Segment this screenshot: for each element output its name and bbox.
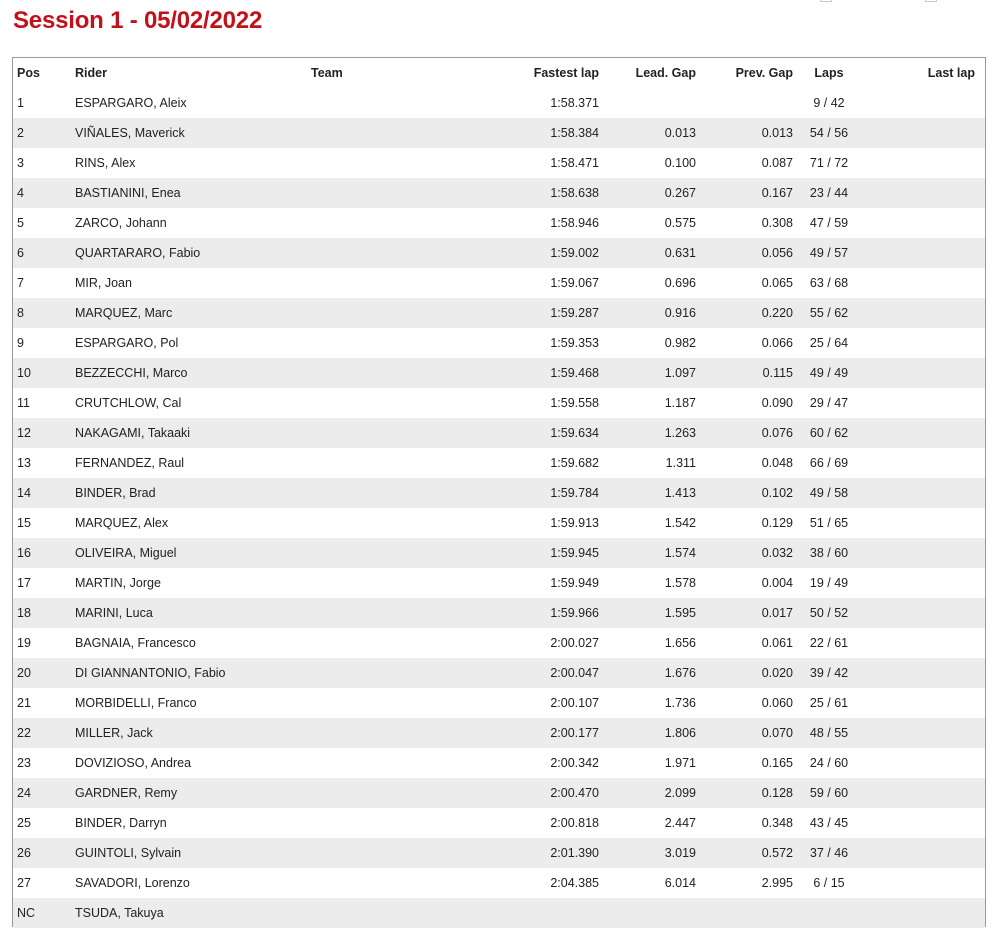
table-row xyxy=(13,178,985,208)
cell-rider: MARQUEZ, Marc xyxy=(75,306,173,320)
cell-pos: 13 xyxy=(17,456,31,470)
cell-rider: MILLER, Jack xyxy=(75,726,153,740)
cell-fastest-lap: 2:00.818 xyxy=(550,816,599,830)
cell-lead-gap: 0.982 xyxy=(664,336,696,350)
cell-fastest-lap: 1:59.468 xyxy=(550,366,599,380)
cell-laps: 22 / 61 xyxy=(809,636,849,650)
table-row xyxy=(13,148,985,178)
cell-prev-gap: 0.220 xyxy=(761,306,793,320)
cell-pos: NC xyxy=(17,906,36,920)
cell-prev-gap: 0.128 xyxy=(761,786,793,800)
cell-pos: 1 xyxy=(17,96,24,110)
column-header-team: Team xyxy=(311,66,343,80)
cell-laps: 60 / 62 xyxy=(809,426,849,440)
cell-prev-gap: 0.032 xyxy=(761,546,793,560)
cell-fastest-lap: 1:59.784 xyxy=(550,486,599,500)
cell-prev-gap: 0.087 xyxy=(761,156,793,170)
cell-team xyxy=(311,628,497,658)
cell-pos: 17 xyxy=(17,576,31,590)
cell-lead-gap: 1.656 xyxy=(664,636,696,650)
table-row xyxy=(13,778,985,808)
cell-fastest-lap: 1:59.002 xyxy=(550,246,599,260)
cell-prev-gap: 0.060 xyxy=(761,696,793,710)
cell-last-lap xyxy=(865,628,985,658)
cell-rider: BAGNAIA, Francesco xyxy=(75,636,196,650)
cell-prev-gap: 0.061 xyxy=(761,636,793,650)
cell-fastest-lap: 1:59.966 xyxy=(550,606,599,620)
cell-rider: MARINI, Luca xyxy=(75,606,153,620)
cell-fastest-lap: 2:00.107 xyxy=(550,696,599,710)
cell-pos: 24 xyxy=(17,786,31,800)
column-header-lead-gap: Lead. Gap xyxy=(635,66,696,80)
cell-pos: 8 xyxy=(17,306,24,320)
cell-fastest-lap xyxy=(497,898,599,928)
cell-rider: BEZZECCHI, Marco xyxy=(75,366,188,380)
results-body xyxy=(13,88,985,928)
cell-last-lap xyxy=(865,178,985,208)
cell-pos: 21 xyxy=(17,696,31,710)
cell-fastest-lap: 1:59.949 xyxy=(550,576,599,590)
cell-pos: 6 xyxy=(17,246,24,260)
cell-prev-gap: 0.102 xyxy=(761,486,793,500)
cell-lead-gap: 3.019 xyxy=(664,846,696,860)
cell-last-lap xyxy=(865,808,985,838)
table-row xyxy=(13,808,985,838)
cell-team xyxy=(311,778,497,808)
cell-prev-gap: 0.070 xyxy=(761,726,793,740)
cell-laps: 25 / 61 xyxy=(809,696,849,710)
cell-fastest-lap: 1:59.353 xyxy=(550,336,599,350)
cell-rider: BASTIANINI, Enea xyxy=(75,186,181,200)
cell-fastest-lap: 1:58.371 xyxy=(550,96,599,110)
cell-team xyxy=(311,328,497,358)
cell-rider: OLIVEIRA, Miguel xyxy=(75,546,177,560)
table-row xyxy=(13,358,985,388)
cell-laps: 49 / 57 xyxy=(809,246,849,260)
cell-lead-gap: 2.099 xyxy=(664,786,696,800)
cell-team xyxy=(311,178,497,208)
cell-team xyxy=(311,118,497,148)
cell-team xyxy=(311,148,497,178)
cell-rider: SAVADORI, Lorenzo xyxy=(75,876,190,890)
cell-prev-gap: 0.572 xyxy=(761,846,793,860)
page-title: Session 1 - 05/02/2022 xyxy=(13,7,263,34)
cell-fastest-lap: 1:58.638 xyxy=(550,186,599,200)
cell-last-lap xyxy=(865,598,985,628)
cell-laps: 59 / 60 xyxy=(809,786,849,800)
table-row xyxy=(13,598,985,628)
cell-pos: 23 xyxy=(17,756,31,770)
cell-pos: 11 xyxy=(17,396,30,410)
cell-lead-gap: 1.187 xyxy=(664,396,696,410)
cell-laps: 9 / 42 xyxy=(813,96,845,110)
cell-rider: TSUDA, Takuya xyxy=(75,906,164,920)
cell-last-lap xyxy=(865,88,985,118)
cell-prev-gap: 0.348 xyxy=(761,816,793,830)
cell-lead-gap: 0.631 xyxy=(664,246,696,260)
table-row xyxy=(13,388,985,418)
cell-pos: 15 xyxy=(17,516,31,530)
cell-prev-gap: 0.076 xyxy=(761,426,793,440)
cell-rider: CRUTCHLOW, Cal xyxy=(75,396,182,410)
table-row xyxy=(13,538,985,568)
column-header-rider: Rider xyxy=(75,66,107,80)
cell-team xyxy=(311,748,497,778)
cell-prev-gap: 0.017 xyxy=(761,606,793,620)
cell-last-lap xyxy=(865,418,985,448)
cell-fastest-lap: 1:59.945 xyxy=(550,546,599,560)
cell-fastest-lap: 2:00.470 xyxy=(550,786,599,800)
cell-last-lap xyxy=(865,238,985,268)
cell-laps: 25 / 64 xyxy=(809,336,849,350)
cell-laps: 38 / 60 xyxy=(809,546,849,560)
cell-last-lap xyxy=(865,838,985,868)
cell-team xyxy=(311,448,497,478)
table-header-row xyxy=(13,58,985,88)
cell-rider: ZARCO, Johann xyxy=(75,216,167,230)
cell-laps: 6 / 15 xyxy=(813,876,845,890)
cell-laps: 51 / 65 xyxy=(809,516,849,530)
cell-laps: 48 / 55 xyxy=(809,726,849,740)
table-row xyxy=(13,568,985,598)
cell-last-lap xyxy=(865,508,985,538)
cell-pos: 3 xyxy=(17,156,24,170)
cell-rider: BINDER, Brad xyxy=(75,486,156,500)
cell-fastest-lap: 1:59.634 xyxy=(550,426,599,440)
cell-team xyxy=(311,568,497,598)
table-row xyxy=(13,448,985,478)
cell-team xyxy=(311,238,497,268)
cell-last-lap xyxy=(865,448,985,478)
cell-last-lap xyxy=(865,658,985,688)
cell-lead-gap: 0.013 xyxy=(664,126,696,140)
results-table xyxy=(13,58,985,928)
partial-controls xyxy=(820,0,940,4)
table-row xyxy=(13,118,985,148)
cell-pos: 14 xyxy=(17,486,31,500)
cell-last-lap xyxy=(865,298,985,328)
cell-laps xyxy=(793,898,865,928)
cell-pos: 18 xyxy=(17,606,31,620)
cell-rider: VIÑALES, Maverick xyxy=(75,126,185,140)
cell-team xyxy=(311,268,497,298)
cell-fastest-lap: 2:00.047 xyxy=(550,666,599,680)
cell-lead-gap: 1.806 xyxy=(664,726,696,740)
cell-laps: 29 / 47 xyxy=(809,396,849,410)
cell-lead-gap: 0.267 xyxy=(664,186,696,200)
cell-last-lap xyxy=(865,868,985,898)
cell-prev-gap: 0.129 xyxy=(761,516,793,530)
table-row xyxy=(13,688,985,718)
cell-pos: 10 xyxy=(17,366,31,380)
table-row xyxy=(13,838,985,868)
cell-last-lap xyxy=(865,748,985,778)
cell-lead-gap xyxy=(599,898,696,928)
cell-lead-gap: 1.311 xyxy=(665,456,696,470)
table-row xyxy=(13,508,985,538)
partial-control-left[interactable] xyxy=(820,0,832,2)
cell-team xyxy=(311,658,497,688)
cell-lead-gap: 6.014 xyxy=(664,876,696,890)
cell-last-lap xyxy=(865,568,985,598)
cell-team xyxy=(311,598,497,628)
table-row xyxy=(13,718,985,748)
cell-team xyxy=(311,208,497,238)
cell-fastest-lap: 2:00.027 xyxy=(550,636,599,650)
cell-prev-gap: 0.004 xyxy=(761,576,793,590)
partial-control-right[interactable] xyxy=(925,0,937,2)
cell-rider: GARDNER, Remy xyxy=(75,786,178,800)
table-row xyxy=(13,868,985,898)
cell-laps: 49 / 58 xyxy=(809,486,849,500)
cell-team xyxy=(311,418,497,448)
cell-team xyxy=(311,688,497,718)
cell-pos: 7 xyxy=(17,276,24,290)
cell-fastest-lap: 1:59.287 xyxy=(550,306,599,320)
cell-laps: 63 / 68 xyxy=(809,276,849,290)
cell-last-lap xyxy=(865,148,985,178)
cell-lead-gap: 1.097 xyxy=(664,366,696,380)
cell-laps: 19 / 49 xyxy=(809,576,849,590)
cell-pos: 22 xyxy=(17,726,31,740)
table-row xyxy=(13,628,985,658)
cell-fastest-lap: 2:01.390 xyxy=(550,846,599,860)
cell-laps: 55 / 62 xyxy=(809,306,849,320)
cell-last-lap xyxy=(865,718,985,748)
cell-team xyxy=(311,868,497,898)
cell-team xyxy=(311,808,497,838)
cell-pos: 9 xyxy=(17,336,24,350)
cell-pos: 26 xyxy=(17,846,31,860)
cell-laps: 71 / 72 xyxy=(809,156,849,170)
cell-laps: 37 / 46 xyxy=(809,846,849,860)
table-row xyxy=(13,328,985,358)
cell-last-lap xyxy=(865,208,985,238)
cell-lead-gap: 1.595 xyxy=(664,606,696,620)
cell-laps: 49 / 49 xyxy=(809,366,849,380)
cell-lead-gap: 0.100 xyxy=(664,156,696,170)
cell-last-lap xyxy=(865,478,985,508)
cell-rider: DOVIZIOSO, Andrea xyxy=(75,756,192,770)
cell-prev-gap: 0.056 xyxy=(761,246,793,260)
cell-rider: NAKAGAMI, Takaaki xyxy=(75,426,191,440)
cell-prev-gap: 0.115 xyxy=(762,366,793,380)
column-header-laps: Laps xyxy=(814,66,844,80)
cell-pos: 16 xyxy=(17,546,31,560)
cell-fastest-lap: 1:59.067 xyxy=(550,276,599,290)
cell-laps: 50 / 52 xyxy=(809,606,849,620)
cell-prev-gap: 0.167 xyxy=(761,186,793,200)
cell-lead-gap: 0.575 xyxy=(664,216,696,230)
table-row xyxy=(13,748,985,778)
cell-last-lap xyxy=(865,688,985,718)
cell-pos: 20 xyxy=(17,666,31,680)
cell-last-lap xyxy=(865,388,985,418)
table-row xyxy=(13,418,985,448)
cell-lead-gap: 1.578 xyxy=(664,576,696,590)
cell-rider: RINS, Alex xyxy=(75,156,136,170)
cell-team xyxy=(311,478,497,508)
cell-lead-gap: 1.971 xyxy=(664,756,696,770)
cell-fastest-lap: 1:58.471 xyxy=(550,156,599,170)
cell-pos: 27 xyxy=(17,876,31,890)
cell-last-lap xyxy=(865,898,985,928)
cell-pos: 5 xyxy=(17,216,24,230)
cell-prev-gap: 0.165 xyxy=(761,756,793,770)
cell-laps: 47 / 59 xyxy=(809,216,849,230)
cell-rider: MIR, Joan xyxy=(75,276,132,290)
cell-team xyxy=(311,898,497,928)
cell-prev-gap: 0.090 xyxy=(761,396,793,410)
cell-lead-gap xyxy=(599,88,696,118)
cell-rider: QUARTARARO, Fabio xyxy=(75,246,201,260)
cell-rider: ESPARGARO, Pol xyxy=(75,336,179,350)
cell-prev-gap xyxy=(696,898,793,928)
cell-team xyxy=(311,298,497,328)
cell-last-lap xyxy=(865,538,985,568)
column-header-prev-gap: Prev. Gap xyxy=(735,66,793,80)
cell-lead-gap: 0.696 xyxy=(664,276,696,290)
cell-lead-gap: 1.574 xyxy=(664,546,696,560)
cell-pos: 2 xyxy=(17,126,24,140)
cell-lead-gap: 1.736 xyxy=(664,696,696,710)
table-row xyxy=(13,88,985,118)
cell-team xyxy=(311,838,497,868)
cell-pos: 12 xyxy=(17,426,31,440)
column-header-last-lap: Last lap xyxy=(927,66,975,80)
cell-team xyxy=(311,538,497,568)
cell-fastest-lap: 1:58.384 xyxy=(550,126,599,140)
column-header-fastest-lap: Fastest lap xyxy=(533,66,599,80)
cell-prev-gap: 0.013 xyxy=(761,126,793,140)
cell-lead-gap: 1.542 xyxy=(664,516,696,530)
cell-fastest-lap: 1:59.558 xyxy=(550,396,599,410)
cell-lead-gap: 2.447 xyxy=(664,816,696,830)
cell-team xyxy=(311,88,497,118)
cell-team xyxy=(311,388,497,418)
cell-prev-gap: 0.308 xyxy=(761,216,793,230)
cell-prev-gap: 0.048 xyxy=(761,456,793,470)
cell-fastest-lap: 1:59.913 xyxy=(550,516,599,530)
table-row xyxy=(13,898,985,928)
cell-pos: 25 xyxy=(17,816,31,830)
cell-laps: 23 / 44 xyxy=(809,186,849,200)
cell-rider: BINDER, Darryn xyxy=(75,816,167,830)
cell-prev-gap: 2.995 xyxy=(761,876,793,890)
cell-fastest-lap: 2:00.342 xyxy=(550,756,599,770)
cell-last-lap xyxy=(865,118,985,148)
cell-last-lap xyxy=(865,268,985,298)
column-header-pos: Pos xyxy=(17,66,40,80)
cell-laps: 24 / 60 xyxy=(809,756,849,770)
cell-laps: 43 / 45 xyxy=(809,816,849,830)
cell-rider: MORBIDELLI, Franco xyxy=(75,696,197,710)
cell-lead-gap: 1.676 xyxy=(664,666,696,680)
cell-pos: 19 xyxy=(17,636,31,650)
cell-fastest-lap: 2:00.177 xyxy=(550,726,599,740)
cell-fastest-lap: 1:59.682 xyxy=(550,456,599,470)
cell-last-lap xyxy=(865,328,985,358)
cell-lead-gap: 1.413 xyxy=(664,486,696,500)
cell-last-lap xyxy=(865,358,985,388)
table-row xyxy=(13,268,985,298)
cell-prev-gap xyxy=(696,88,793,118)
cell-team xyxy=(311,358,497,388)
cell-last-lap xyxy=(865,778,985,808)
table-row xyxy=(13,238,985,268)
cell-prev-gap: 0.066 xyxy=(761,336,793,350)
cell-lead-gap: 1.263 xyxy=(664,426,696,440)
cell-rider: MARTIN, Jorge xyxy=(75,576,161,590)
table-row xyxy=(13,298,985,328)
cell-team xyxy=(311,508,497,538)
cell-laps: 54 / 56 xyxy=(809,126,849,140)
cell-fastest-lap: 2:04.385 xyxy=(550,876,599,890)
cell-lead-gap: 0.916 xyxy=(664,306,696,320)
cell-laps: 39 / 42 xyxy=(809,666,849,680)
cell-prev-gap: 0.065 xyxy=(761,276,793,290)
cell-team xyxy=(311,718,497,748)
table-row xyxy=(13,478,985,508)
cell-rider: FERNANDEZ, Raul xyxy=(75,456,185,470)
cell-pos: 4 xyxy=(17,186,24,200)
cell-laps: 66 / 69 xyxy=(809,456,849,470)
table-row xyxy=(13,658,985,688)
cell-rider: DI GIANNANTONIO, Fabio xyxy=(75,666,226,680)
cell-rider: MARQUEZ, Alex xyxy=(75,516,169,530)
cell-fastest-lap: 1:58.946 xyxy=(550,216,599,230)
results-table-container xyxy=(12,57,986,927)
cell-prev-gap: 0.020 xyxy=(761,666,793,680)
cell-rider: ESPARGARO, Aleix xyxy=(75,96,187,110)
cell-rider: GUINTOLI, Sylvain xyxy=(75,846,182,860)
table-row xyxy=(13,208,985,238)
